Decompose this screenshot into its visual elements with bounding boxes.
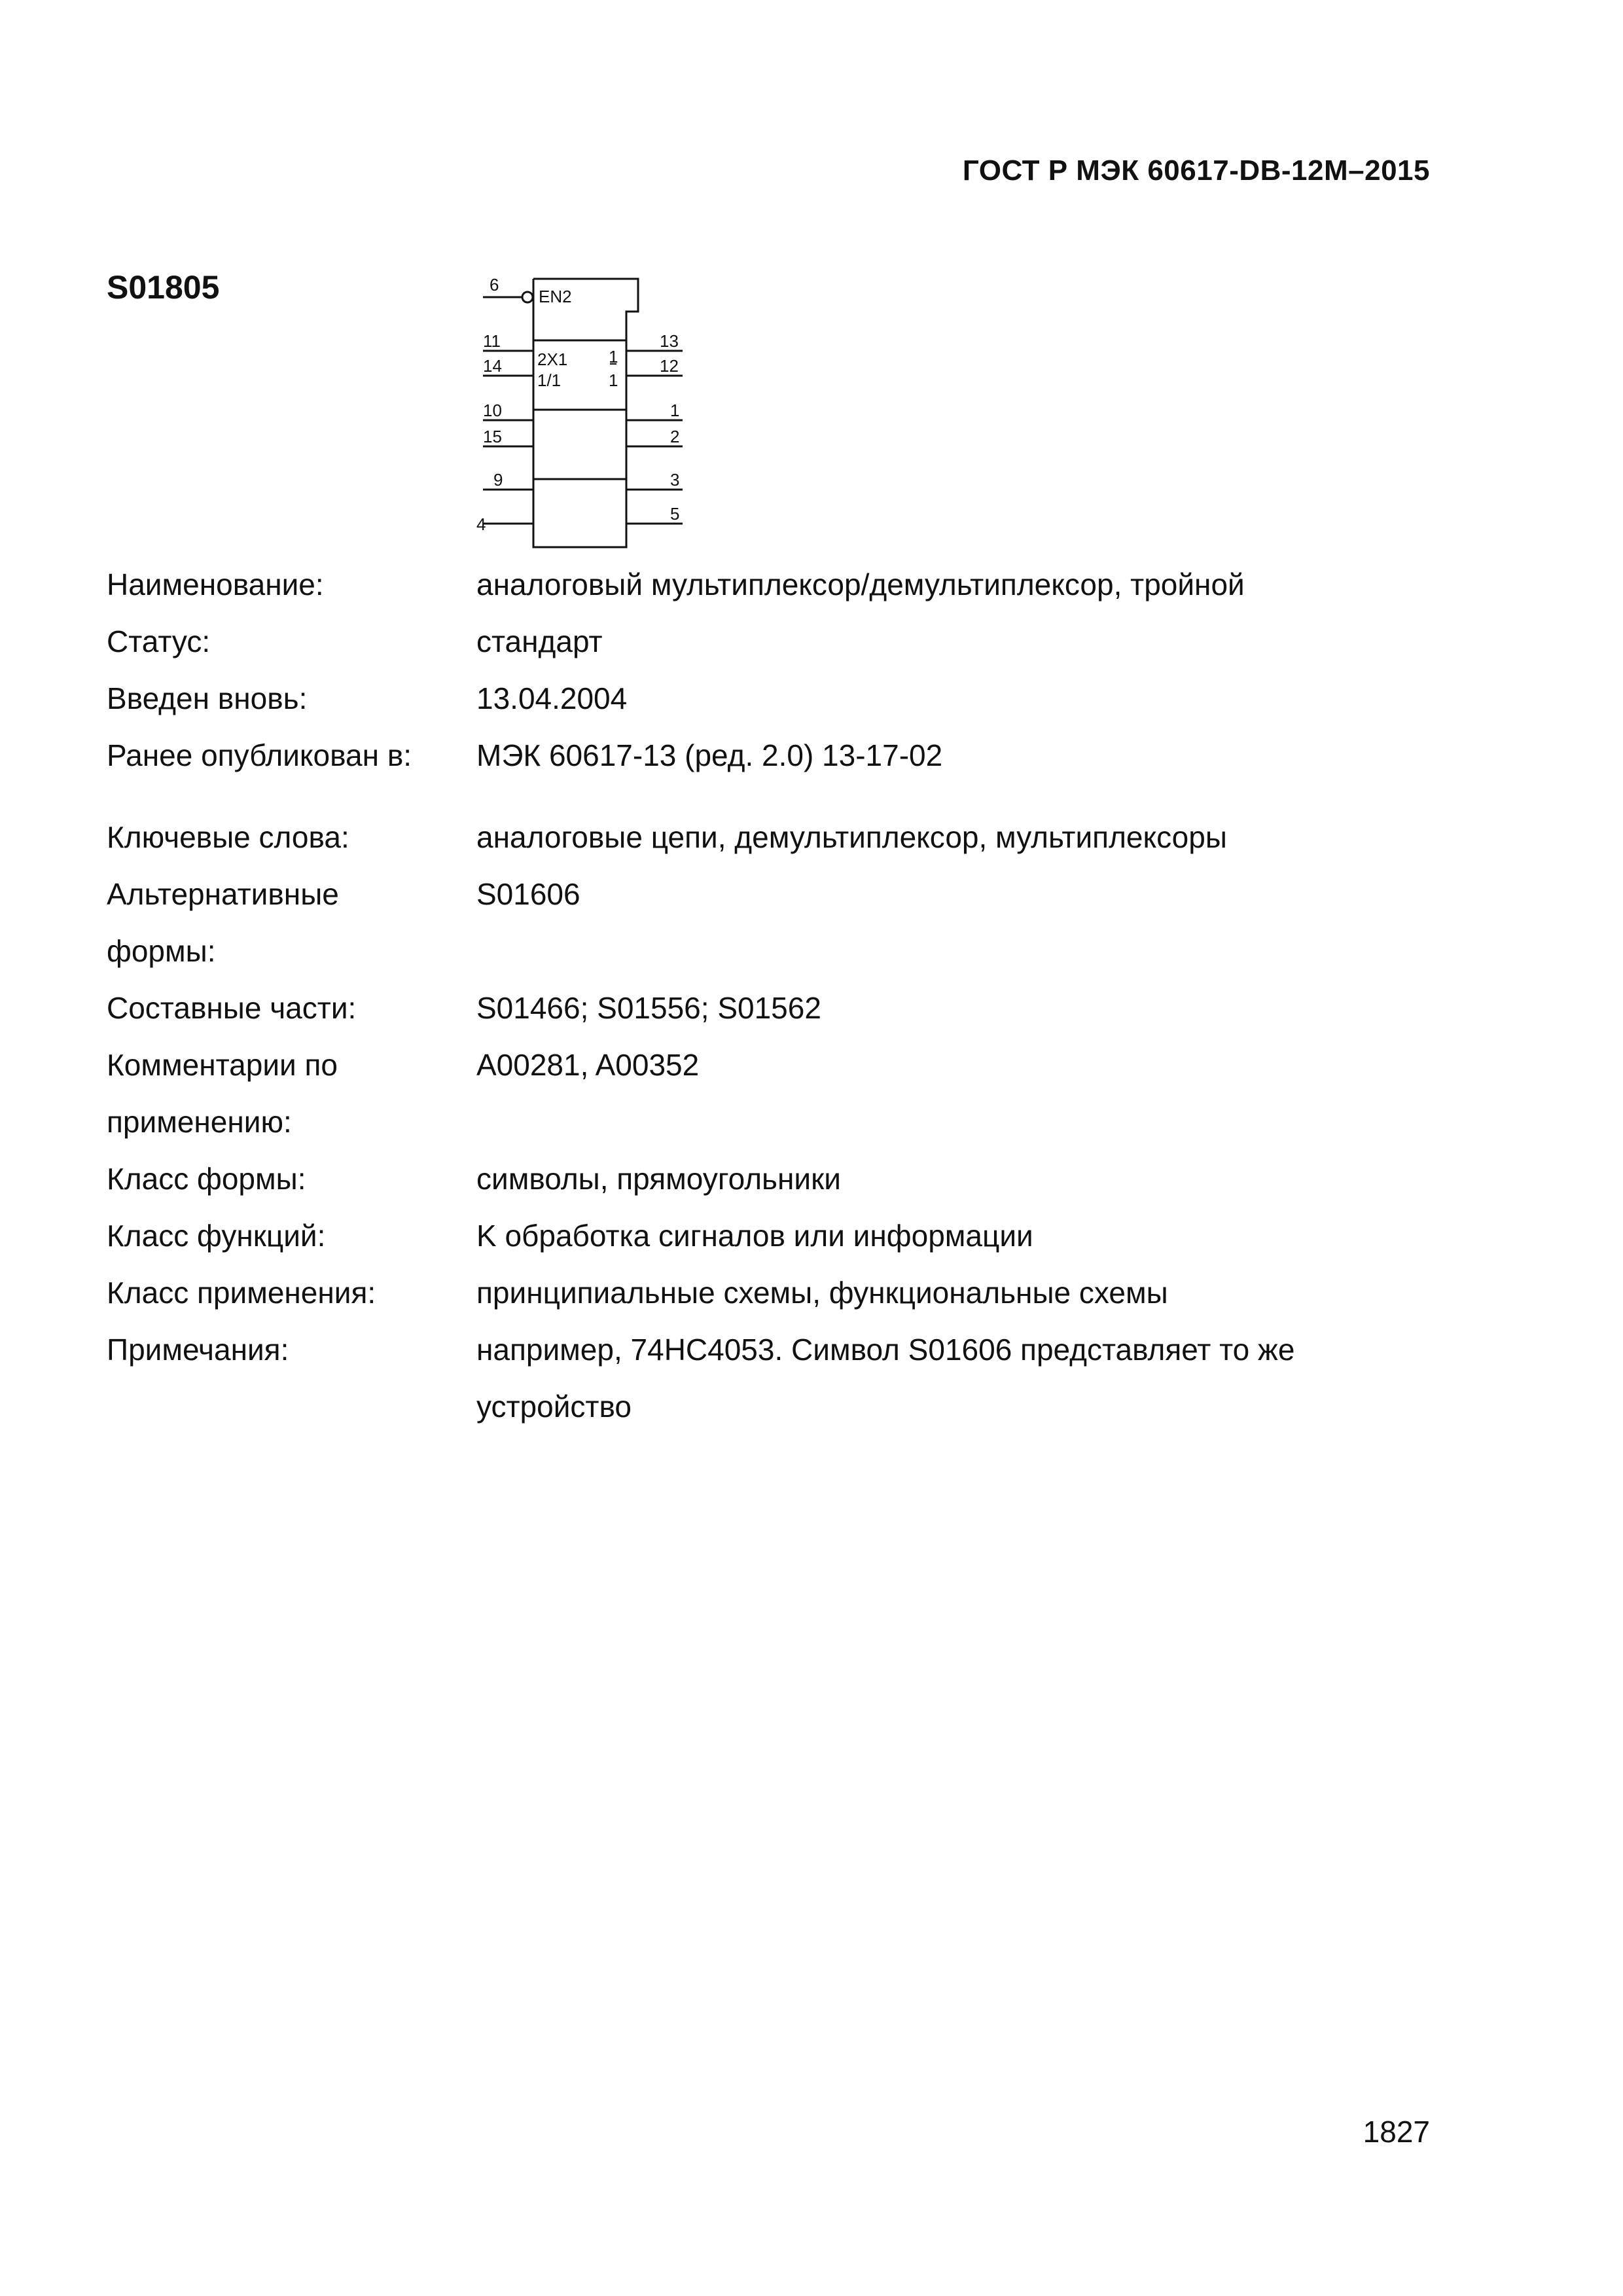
property-label: Ключевые слова: [107, 820, 349, 854]
property-row [107, 1037, 1350, 1151]
property-row [107, 1151, 1350, 1208]
property-label: Ранее опубликован в: [107, 738, 412, 772]
property-row [107, 1208, 1350, 1265]
property-label: Наименование: [107, 567, 324, 601]
enable-pin-number: 6 [490, 275, 499, 295]
pin-number: 1 [670, 401, 680, 420]
property-value: S01466; S01556; S01562 [476, 991, 821, 1025]
page-number: 1827 [1363, 2115, 1430, 2149]
negation-circle [522, 292, 533, 302]
property-label: Класс функций: [107, 1219, 326, 1253]
output-label-2: 1 [609, 370, 618, 390]
property-label: Класс применения: [107, 1276, 376, 1310]
property-row [107, 809, 1350, 866]
pin-number: 5 [670, 504, 680, 524]
property-value: A00281, A00352 [476, 1048, 700, 1082]
property-value: стандарт [476, 624, 603, 658]
property-row [107, 1321, 1350, 1435]
property-value: S01606 [476, 877, 580, 911]
property-label: Комментарии по применению: [107, 1048, 338, 1139]
element-block-3 [533, 479, 626, 547]
property-label: Составные части: [107, 991, 357, 1025]
pin-number: 12 [660, 356, 679, 376]
pin-number: 4 [476, 514, 486, 534]
pin-number: 9 [493, 470, 503, 490]
control-label-2: 1/1 [537, 370, 562, 390]
symbol-id: S01805 [107, 269, 220, 306]
property-value: символы, прямоугольники [476, 1162, 841, 1196]
property-value: аналоговые цепи, демультиплексор, мультиплексоры [476, 820, 1227, 854]
symbol-properties [107, 556, 1350, 1435]
pin-number: 10 [483, 401, 502, 420]
element-block-2 [533, 410, 626, 479]
property-value: принципиальные схемы, функциональные схемы [476, 1276, 1168, 1310]
property-label: Примечания: [107, 1333, 289, 1367]
property-label: Статус: [107, 624, 211, 658]
pin-number: 15 [483, 427, 502, 446]
enable-label: EN2 [539, 287, 572, 306]
pin-number: 13 [660, 331, 679, 351]
pin-number: 11 [483, 331, 501, 351]
property-row [107, 1265, 1350, 1321]
multiplexer-symbol-diagram [476, 271, 696, 550]
output-label-1: 1 [609, 347, 618, 367]
property-value: 13.04.2004 [476, 681, 628, 715]
pin-number: 2 [670, 427, 680, 446]
pin-number: 14 [483, 356, 502, 376]
property-label: Альтернативные формы: [107, 877, 339, 968]
property-label: Введен вновь: [107, 681, 308, 715]
property-row [107, 613, 1350, 670]
property-value: например, 74HC4053. Символ S01606 представляет то же устройство [476, 1333, 1295, 1424]
control-label-1: 2X1 [537, 350, 568, 369]
pin-number: 3 [670, 470, 680, 490]
property-label: Класс формы: [107, 1162, 306, 1196]
property-row [107, 727, 1350, 784]
property-row [107, 556, 1350, 613]
property-row [107, 980, 1350, 1037]
property-value: аналоговый мультиплексор/демультиплексор, тройной [476, 567, 1245, 601]
property-row [107, 866, 1350, 980]
property-row [107, 670, 1350, 727]
property-value: МЭК 60617-13 (ред. 2.0) 13-17-02 [476, 738, 943, 772]
document-header: ГОСТ Р МЭК 60617-DB-12M–2015 [962, 154, 1430, 187]
property-value: K обработка сигналов или информации [476, 1219, 1033, 1253]
